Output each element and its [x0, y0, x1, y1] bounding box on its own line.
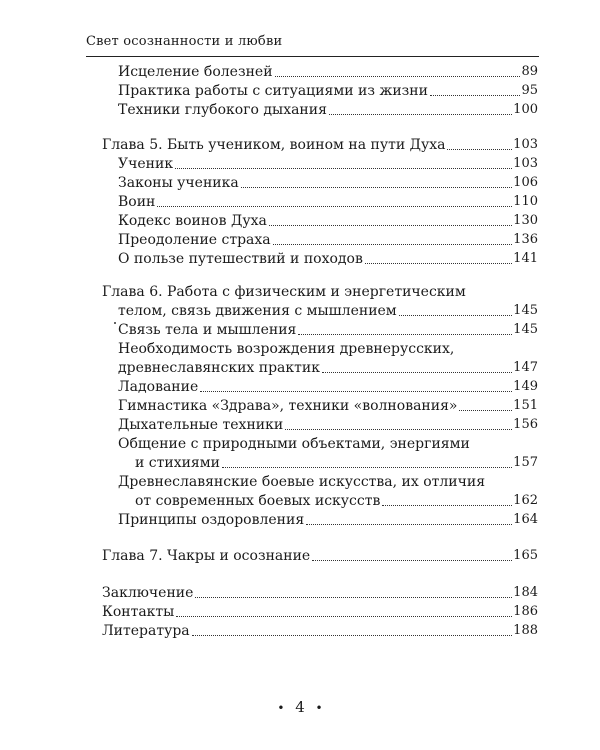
toc-entry[interactable] [118, 102, 538, 118]
toc-entry[interactable] [135, 493, 538, 509]
toc-chapter-entry[interactable] [118, 303, 538, 319]
toc-entry-title: древнеславянских практик [118, 360, 320, 376]
dot-leader [192, 635, 513, 636]
toc-entry-title-line: Общение с природными объектами, энергиями [118, 436, 470, 452]
toc-entry-page: 157 [513, 455, 538, 470]
toc-entry-title: от современных боевых искусств [135, 493, 381, 509]
toc-entry[interactable] [118, 360, 538, 376]
dot-leader [306, 524, 512, 525]
toc-entry-page: 165 [513, 548, 538, 563]
toc-entry-page: 130 [513, 213, 538, 228]
toc-entry-title: Законы ученика [118, 175, 239, 191]
toc-chapter-entry[interactable] [102, 548, 538, 564]
toc-entry-page: 162 [513, 493, 538, 508]
toc-entry[interactable] [118, 322, 538, 338]
toc-entry-title: Техники глубокого дыхания [118, 102, 327, 118]
toc-entry[interactable] [118, 175, 538, 191]
dot-leader [241, 187, 512, 188]
toc-entry-page: 100 [513, 102, 538, 117]
toc-entry[interactable] [118, 156, 538, 172]
toc-entry-title: Контакты [102, 604, 175, 620]
dot-leader [175, 168, 512, 169]
toc-entry-title: Заключение [102, 585, 194, 601]
dot-leader [222, 467, 512, 468]
toc-chapter-entry[interactable] [102, 137, 538, 153]
toc-entry-title: Ученик [118, 156, 174, 172]
toc-entry-page: 110 [513, 194, 538, 209]
toc-entry[interactable] [118, 512, 538, 528]
toc-entry-title: Дыхательные техники [118, 417, 284, 433]
toc-entry[interactable] [118, 398, 538, 414]
toc-chapter-entry[interactable] [102, 623, 538, 639]
page-number: 4 [295, 698, 305, 716]
toc-entry-title: Воин [118, 194, 156, 210]
toc-entry[interactable] [135, 455, 538, 471]
dot-leader [459, 410, 512, 411]
running-header: Свет осознанности и любви [86, 34, 283, 49]
dot-leader [312, 560, 512, 561]
dot-leader [176, 616, 512, 617]
header-divider [86, 56, 539, 57]
toc-entry-title: и стихиями [135, 455, 220, 471]
toc-entry-page: 151 [513, 398, 538, 413]
toc-entry-title: О пользе путешествий и походов [118, 251, 363, 267]
dot-leader [269, 225, 512, 226]
bullet-left: • [277, 701, 285, 715]
toc-chapter-entry[interactable] [102, 585, 538, 601]
dot-leader [285, 429, 512, 430]
toc-entry-title: Преодоление страха [118, 232, 271, 248]
toc-entry[interactable] [118, 213, 538, 229]
toc-entry[interactable] [118, 83, 538, 99]
dot-leader [275, 76, 521, 77]
toc-entry-page: 141 [513, 251, 538, 266]
toc-entry-title: Практика работы с ситуациями из жизни [118, 83, 428, 99]
toc-entry-page: 103 [513, 156, 538, 171]
toc-entry-title: Литература [102, 623, 190, 639]
toc-entry-page: 164 [513, 512, 538, 527]
toc-entry-page: 145 [513, 303, 538, 318]
dot-leader [298, 334, 512, 335]
dot-leader [195, 597, 512, 598]
toc-entry-title: Принципы оздоровления [118, 512, 305, 528]
toc-entry[interactable] [118, 194, 538, 210]
toc-entry-page: 89 [521, 64, 538, 79]
toc-chapter-entry[interactable] [102, 604, 538, 620]
toc-entry-page: 106 [513, 175, 538, 190]
toc-entry-title: Глава 5. Быть учеником, воином на пути Духа [102, 137, 446, 153]
print-speck [114, 322, 116, 324]
toc-entry-title-line: Необходимость возрождения древнерусских, [118, 341, 455, 357]
toc-entry-page: 184 [513, 585, 538, 600]
dot-leader [382, 505, 512, 506]
toc-entry-title: Глава 7. Чакры и осознание [102, 548, 311, 564]
toc-entry-title: Исцеление болезней [118, 64, 273, 80]
dot-leader [157, 206, 512, 207]
toc-entry-page: 136 [513, 232, 538, 247]
dot-leader [365, 263, 512, 264]
dot-leader [322, 372, 512, 373]
toc-entry[interactable] [118, 417, 538, 433]
toc-entry-page: 95 [521, 83, 538, 98]
dot-leader [399, 315, 512, 316]
toc-entry-page: 145 [513, 322, 538, 337]
page-number-footer [0, 698, 600, 716]
toc-entry-title: Кодекс воинов Духа [118, 213, 267, 229]
toc-entry[interactable] [118, 379, 538, 395]
toc-chapter-title-line: Глава 6. Работа с физическим и энергетическим [102, 284, 466, 300]
toc-entry-title: Гимнастика «Здрава», техники «волнования» [118, 398, 458, 414]
toc-entry[interactable] [118, 232, 538, 248]
toc-entry-title-line: Древнеславянские боевые искусства, их отличия [118, 474, 486, 490]
toc-entry[interactable] [118, 251, 538, 267]
dot-leader [200, 391, 512, 392]
toc-entry[interactable] [118, 64, 538, 80]
toc-entry-title: телом, связь движения с мышлением [118, 303, 397, 319]
toc-entry-page: 186 [513, 604, 538, 619]
toc-entry-page: 149 [513, 379, 538, 394]
toc-entry-title: Связь тела и мышления [118, 322, 297, 338]
toc-entry-page: 156 [513, 417, 538, 432]
dot-leader [447, 149, 512, 150]
dot-leader [430, 95, 521, 96]
toc-entry-page: 103 [513, 137, 538, 152]
dot-leader [329, 114, 512, 115]
toc-entry-page: 188 [513, 623, 538, 638]
bullet-right: • [315, 701, 323, 715]
dot-leader [273, 244, 513, 245]
toc-entry-page: 147 [513, 360, 538, 375]
toc-entry-title: Ладование [118, 379, 199, 395]
